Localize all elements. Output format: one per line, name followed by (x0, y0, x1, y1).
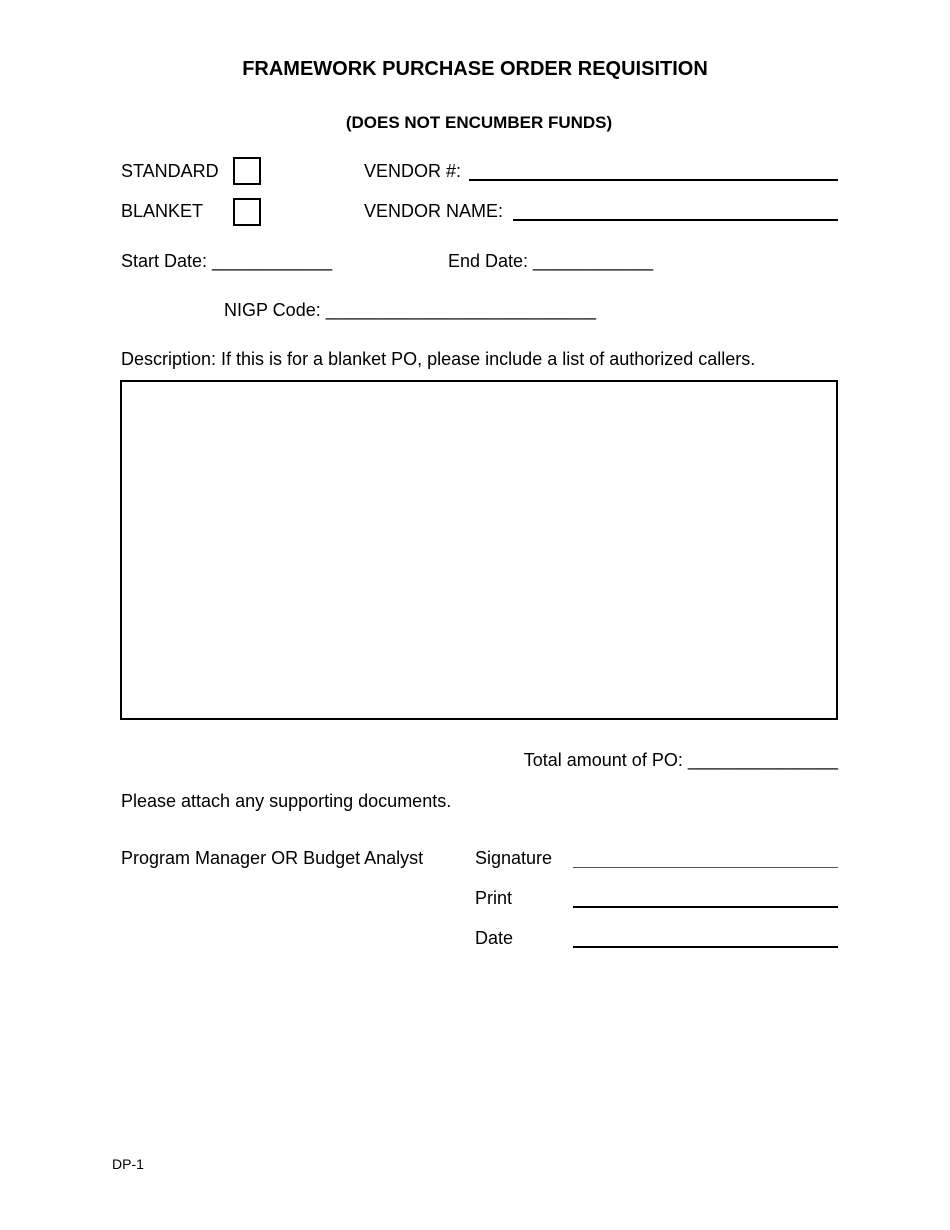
nigp-code-field[interactable]: NIGP Code: ___________________________ (224, 300, 597, 320)
standard-checkbox[interactable] (233, 157, 261, 185)
approver-label: Program Manager OR Budget Analyst (121, 848, 424, 868)
blanket-label: BLANKET (121, 201, 204, 221)
start-date-field[interactable]: Start Date: ____________ (121, 251, 333, 271)
date-label: Date (475, 928, 514, 948)
print-label: Print (475, 888, 513, 908)
total-amount-field[interactable]: Total amount of PO: _______________ (523, 750, 838, 770)
vendor-number-field[interactable] (469, 179, 838, 181)
date-field[interactable] (573, 946, 838, 948)
vendor-number-label: VENDOR #: (364, 161, 462, 181)
print-field[interactable] (573, 906, 838, 908)
signature-field[interactable] (573, 867, 838, 868)
blanket-checkbox[interactable] (233, 198, 261, 226)
footer-form-code: DP-1 (112, 1156, 144, 1172)
standard-label: STANDARD (121, 161, 219, 181)
description-box[interactable] (120, 380, 838, 720)
vendor-name-label: VENDOR NAME: (364, 201, 504, 221)
signature-label: Signature (475, 848, 553, 868)
form-title: FRAMEWORK PURCHASE ORDER REQUISITION (242, 58, 708, 80)
end-date-field[interactable]: End Date: ____________ (448, 251, 654, 271)
attach-note: Please attach any supporting documents. (121, 791, 452, 811)
vendor-name-field[interactable] (513, 219, 838, 221)
description-label: Description: If this is for a blanket PO, please include a list of authorized callers. (121, 349, 756, 369)
form-subtitle: (DOES NOT ENCUMBER FUNDS) (345, 113, 613, 132)
